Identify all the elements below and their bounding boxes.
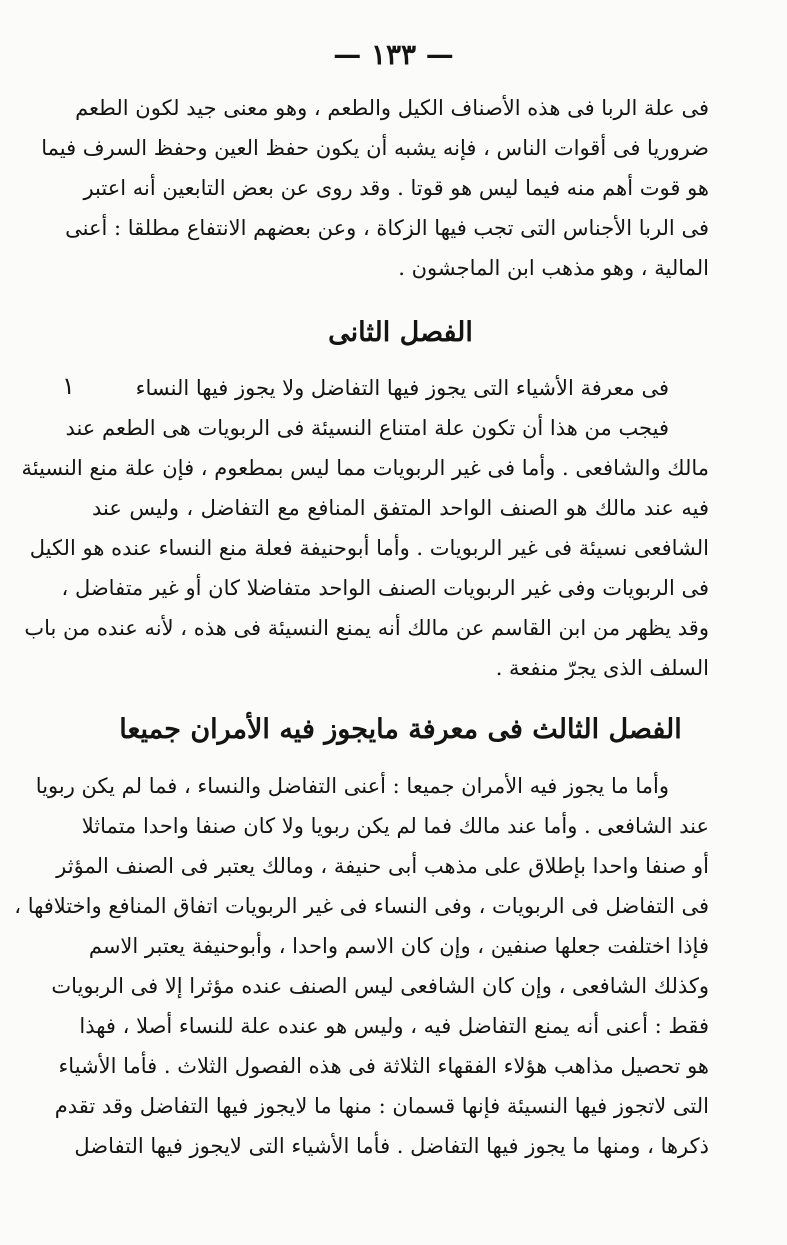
text-line: وكذلك الشافعى ، وإن كان الشافعى ليس الصنف عنده مؤثرا إلا فى الربويات <box>51 974 709 998</box>
text-line: الشافعى نسيئة فى غير الربويات . وأما أبوحنيفة فعلة منع النساء عنده هو الكيل <box>29 536 709 560</box>
section-2-title: الفصل الثانى <box>328 317 473 348</box>
text-line: مالك والشافعى . وأما فى غير الربويات مما ليس بمطعوم ، فإن علة منع النسيئة <box>21 456 709 480</box>
text-line: أو صنفا واحدا بإطلاق على مذهب أبى حنيفة ، ومالك يعتبر فى الصنف المؤثر <box>56 854 709 878</box>
text-line: السلف الذى يجرّ منفعة . <box>495 656 709 680</box>
margin-note: ١ <box>62 372 75 400</box>
text-line: هو تحصيل مذاهب هؤلاء الفقهاء الثلاثة فى هذه الفصول الثلاث . فأما الأشياء <box>58 1054 709 1078</box>
text-line: فى علة الربا فى هذه الأصناف الكيل والطعم ، وهو معنى جيد لكون الطعم <box>75 96 709 120</box>
page-number: — ١٣٣ — <box>333 38 454 71</box>
text-line: ذكرها ، ومنها ما يجوز فيها التفاضل . فأما الأشياء التى لايجوز فيها التفاضل <box>74 1134 709 1158</box>
text-line: فيجب من هذا أن تكون علة امتناع النسيئة فى الربويات هى الطعم عند <box>65 416 669 440</box>
text-line: ضروريا فى أقوات الناس ، فإنه يشبه أن يكون حفظ العين وحفظ السرف فيما <box>41 136 709 160</box>
text-line: فى الربويات وفى غير الربويات الصنف الواحد متفاضلا كان أو غير متفاضل ، <box>61 576 709 600</box>
text-line: وأما ما يجوز فيه الأمران جميعا : أعنى التفاضل والنساء ، فما لم يكن ربويا <box>35 774 669 798</box>
text-line: فقط : أعنى أنه يمنع التفاضل فيه ، وليس هو عنده علة للنساء أصلا ، فهذا <box>79 1014 709 1038</box>
text-line: فإذا اختلفت جعلها صنفين ، وإن كان الاسم واحدا ، وأبوحنيفة يعتبر الاسم <box>88 934 709 958</box>
paragraph-1 <box>41 88 709 288</box>
section-3-title: الفصل الثالث فى معرفة مايجوز فيه الأمران جميعا <box>119 714 682 745</box>
section-2-body <box>21 368 709 688</box>
section-3-body <box>14 766 709 1166</box>
text-line: فيه عند مالك هو الصنف الواحد المتفق المنافع مع التفاضل ، وليس عند <box>92 496 709 520</box>
text-line: فى التفاضل فى الربويات ، وفى النساء فى غير الربويات اتفاق المنافع واختلافها ، <box>14 894 709 918</box>
text-line: هو قوت أهم منه فيما ليس هو قوتا . وقد روى عن بعض التابعين أنه اعتبر <box>83 176 709 200</box>
text-line: المالية ، وهو مذهب ابن الماجشون . <box>398 256 709 280</box>
section-2-subtitle: فى معرفة الأشياء التى يجوز فيها التفاضل ولا يجوز فيها النساء <box>135 376 669 400</box>
text-line: وقد يظهر من ابن القاسم عن مالك أنه يمنع النسيئة فى هذه ، لأنه عنده من باب <box>24 616 709 640</box>
text-line: فى الربا الأجناس التى تجب فيها الزكاة ، وعن بعضهم الانتفاع مطلقا : أعنى <box>65 216 709 240</box>
text-line: التى لاتجوز فيها النسيئة فإنها قسمان : منها ما لايجوز فيها التفاضل وقد تقدم <box>54 1094 709 1118</box>
text-line: عند الشافعى . وأما عند مالك فما لم يكن ربويا ولا كان صنفا واحدا متماثلا <box>81 814 709 838</box>
